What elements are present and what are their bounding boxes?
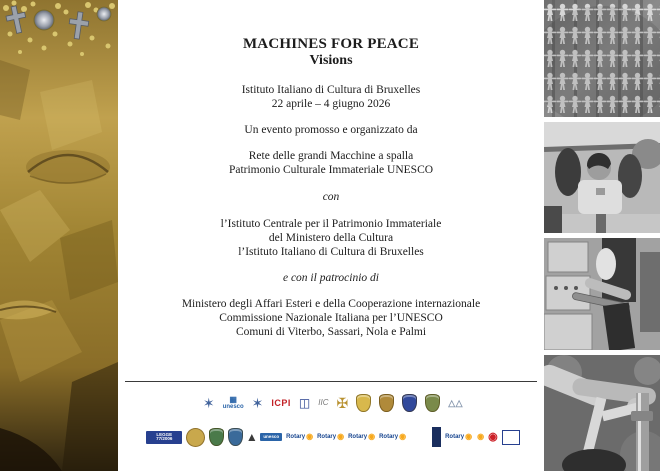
diocesi-crest-blue: [228, 428, 243, 446]
golden-statue-photo: [0, 0, 118, 471]
event-dates: 22 aprile – 4 giugno 2026: [271, 98, 391, 110]
venue-dates-block: [118, 83, 544, 111]
rotary-club-logo-3: Rotary ◉: [348, 433, 375, 441]
istituto-italiano-cultura-bruxelles-logo: IIC: [318, 398, 329, 407]
promoted-by-label: Un evento promosso e organizzato da: [244, 124, 418, 136]
photo-paper-figures: [544, 0, 660, 117]
organizer-block: [118, 149, 544, 177]
event-title: MACHINES FOR PEACE: [242, 36, 420, 52]
partner-block: [118, 217, 544, 259]
patronage-line: Commissione Nazionale Italiana per l’UNESCO: [219, 312, 443, 324]
patronage-line: Comuni di Viterbo, Sassari, Nola e Palmi: [235, 326, 427, 338]
invitation-text: [118, 0, 544, 339]
jewel-large: [34, 10, 54, 30]
legge-77-2006-badge: LEGGE 77/2006: [146, 431, 182, 444]
golden-statue-illustration: [0, 0, 118, 471]
venue: Istituto Italiano di Cultura di Bruxelles: [241, 84, 421, 96]
logo-row-2: [126, 424, 540, 450]
pontificio-emblem-logo: ✠: [336, 395, 349, 411]
maeci-emblem-logo: ✶: [202, 395, 215, 411]
event-subtitle: Visions: [309, 53, 353, 68]
rete-grandi-macchine-a-spalla-logo: △△: [448, 397, 464, 408]
patronage-label: e con il patrocinio di: [282, 272, 380, 284]
organizer-line: Patrimonio Culturale Immateriale UNESCO: [228, 164, 434, 176]
sodalizio-facchini-santa-rosa-emblem: [186, 428, 205, 447]
viterbo-crest: [356, 394, 371, 412]
photo-arms-gripping-pole: [544, 355, 660, 471]
logo-strip-divider: [125, 381, 537, 382]
gripping-pole-illustration: [544, 355, 660, 471]
partner-line: del Ministero della Cultura: [268, 232, 394, 244]
porter-illustration: [544, 122, 660, 233]
gold-wheel-association-logo: [476, 433, 484, 441]
jewel-small: [97, 7, 111, 21]
icpi-logo: ICPI: [271, 397, 291, 408]
dark-blue-badge-logo: [432, 427, 441, 447]
ministero-cultura-logo: ◫: [298, 396, 311, 410]
partner-line: l’Istituto Centrale per il Patrimonio Immateriale: [220, 218, 442, 230]
rotary-club-logo-2: Rotary ◉: [317, 433, 344, 441]
logo-row-1: [126, 386, 540, 420]
unesco-patrimonio-badge: unesco: [260, 433, 282, 442]
with-label: con: [322, 191, 340, 203]
palmi-crest: [425, 394, 440, 412]
organizer-line: Rete delle grandi Macchine a spalla: [248, 150, 414, 162]
red-seal-logo: ◉: [488, 430, 498, 443]
macchina-santa-rosa-silhouette-logo: ▲: [245, 430, 258, 444]
cni-unesco-emblem-logo: ✶: [251, 395, 264, 411]
nola-crest: [402, 394, 417, 412]
paper-figures-illustration: [544, 0, 660, 117]
photo-hands-wooden-handle: [544, 238, 660, 350]
rotary-club-logo-5: Rotary ◉: [445, 433, 472, 441]
wooden-handle-illustration: [544, 238, 660, 350]
unesco-commission-logo: ▦ unesco: [223, 396, 244, 410]
rotary-club-logo-1: Rotary ◉: [286, 433, 313, 441]
partner-line: l’Istituto Italiano di Cultura di Bruxelles: [238, 246, 424, 258]
sassari-crest: [379, 394, 394, 412]
photo-porter-carrying-beam: [544, 122, 660, 233]
rotary-club-logo-4: Rotary ◉: [379, 433, 406, 441]
patronage-line: Ministero degli Affari Esteri e della Cooperazione internazionale: [181, 298, 481, 310]
patronage-block: [118, 297, 544, 339]
diocesi-crest-green: [209, 428, 224, 446]
touring-bordered-badge-logo: [502, 430, 520, 445]
